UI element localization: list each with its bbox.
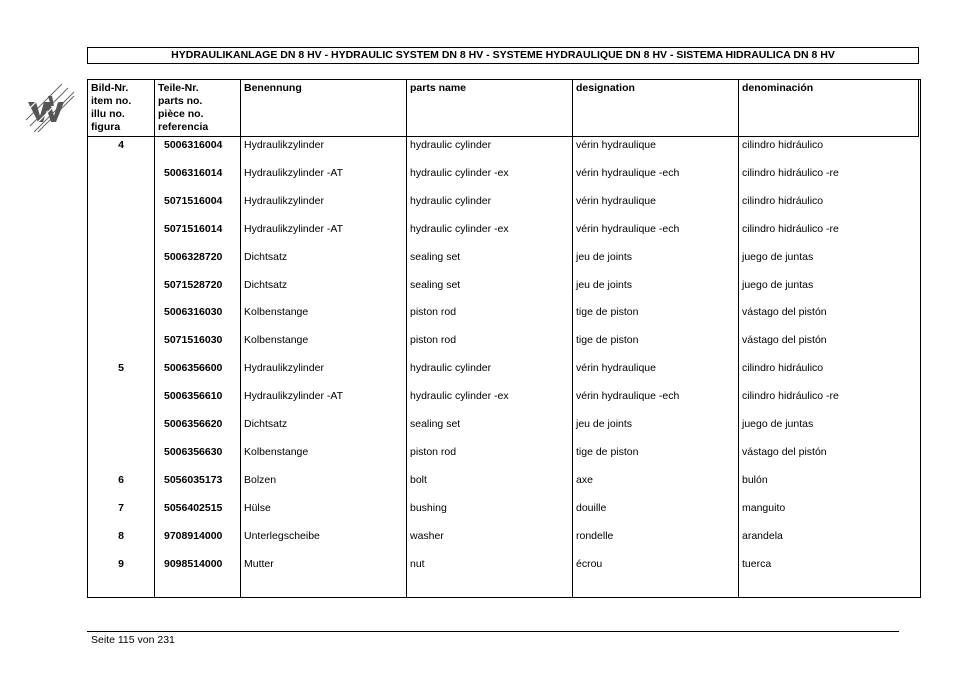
spanish-name-cell: vástago del pistón [742,334,827,347]
table-row [88,361,919,375]
spanish-name-cell: cilindro hidráulico -re [742,166,839,179]
german-name-cell: Hydraulikzylinder [244,362,324,375]
table-row [88,557,919,571]
page-title: HYDRAULIKANLAGE DN 8 HV - HYDRAULIC SYSTEM DN 8 HV - SYSTEME HYDRAULIQUE DN 8 HV - SISTEMA HIDRAULICA DN 8 HV [87,47,919,64]
german-name-cell: Hydraulikzylinder -AT [244,390,343,403]
table-row [88,473,919,487]
table-row [88,305,919,319]
table-row [88,278,919,292]
german-name-cell: Unterlegscheibe [244,529,320,542]
german-name-cell: Dichtsatz [244,418,288,430]
table-row [88,389,919,403]
french-name-cell: rondelle [576,529,614,542]
english-name-cell: hydraulic cylinder [410,139,492,151]
english-name-cell: hydraulic cylinder [410,194,492,207]
part-number-cell: 9708914000 [164,529,223,542]
english-name-cell: bushing [410,501,447,514]
item-number-cell: 8 [118,529,124,542]
spanish-name-cell: vástago del pistón [742,306,827,319]
french-name-cell: vérin hydraulique -ech [576,166,680,179]
german-name-cell: Dichtsatz [244,250,288,263]
french-name-cell: tige de piston [576,334,639,347]
part-number-cell: 5056402515 [164,501,223,514]
english-name-cell: hydraulic cylinder [410,362,492,375]
french-name-cell: vérin hydraulique -ech [576,222,680,235]
part-number-cell: 5006316030 [164,306,223,319]
item-number-cell [88,222,154,236]
english-name-cell: piston rod [410,445,457,458]
item-number-cell [88,417,154,431]
part-number-cell: 5071516014 [164,222,223,235]
column-header-part-no: Teile-Nr. parts no. pièce no. referencia [158,82,209,133]
german-name-cell: Kolbenstange [244,306,309,319]
english-name-cell: piston rod [410,334,457,347]
english-name-cell: sealing set [410,418,461,430]
item-number-cell: 5 [118,362,124,375]
part-number-cell: 5006356600 [164,362,223,375]
german-name-cell: Dichtsatz [244,278,288,291]
french-name-cell: vérin hydraulique [576,362,656,375]
item-number-cell [88,389,154,403]
table-row [88,445,919,459]
part-number-cell: 5006356610 [164,390,223,403]
french-name-cell: jeu de joints [576,278,633,291]
spanish-name-cell: cilindro hidráulico [742,139,824,151]
item-number-cell [88,194,154,208]
german-name-cell: Kolbenstange [244,445,309,458]
part-number-cell: 5056035173 [164,473,223,486]
table-row [88,194,919,208]
spanish-name-cell: juego de juntas [742,278,814,291]
spanish-name-cell: tuerca [742,557,772,570]
spanish-name-cell: vástago del pistón [742,445,827,458]
table-row [88,222,919,236]
item-number-cell [88,333,154,347]
item-number-cell: 9 [118,557,124,570]
french-name-cell: vérin hydraulique -ech [576,390,680,403]
german-name-cell: Hydraulikzylinder -AT [244,166,343,179]
footer-divider [87,631,899,632]
german-name-cell: Hydraulikzylinder [244,194,324,207]
part-number-cell: 5071516004 [164,194,223,207]
table-row [88,138,919,152]
column-header-english: parts name [410,82,467,94]
german-name-cell: Kolbenstange [244,334,309,347]
table-row [88,250,919,264]
english-name-cell: nut [410,557,425,570]
english-name-cell: washer [410,529,444,542]
table-row [88,333,919,347]
spanish-name-cell: juego de juntas [742,418,814,430]
page-number: Seite 115 von 231 [91,634,175,646]
column-header-french: designation [576,82,635,94]
german-name-cell: Hülse [244,501,271,514]
header-divider [88,136,919,137]
spanish-name-cell: juego de juntas [742,250,814,263]
item-number-cell [88,166,154,180]
french-name-cell: tige de piston [576,306,639,319]
column-header-item-no: Bild-Nr. item no. illu no. figura [91,82,132,133]
french-name-cell: douille [576,501,607,514]
french-name-cell: écrou [576,557,603,570]
german-name-cell: Bolzen [244,473,277,486]
french-name-cell: jeu de joints [576,250,633,263]
spanish-name-cell: bulón [742,473,768,486]
part-number-cell: 5006356620 [164,418,223,430]
part-number-cell: 5006316014 [164,166,223,179]
german-name-cell: Hydraulikzylinder -AT [244,222,343,235]
item-number-cell: 4 [118,139,124,151]
item-number-cell [88,278,154,292]
header-right-border [918,80,919,137]
french-name-cell: axe [576,473,593,486]
item-number-cell [88,250,154,264]
english-name-cell: bolt [410,473,427,486]
part-number-cell: 5006356630 [164,445,223,458]
part-number-cell: 5006316004 [164,139,223,151]
spanish-name-cell: manguito [742,501,786,514]
item-number-cell: 6 [118,473,124,486]
part-number-cell: 5006328720 [164,250,223,263]
table-header [88,80,919,136]
table-row [88,529,919,543]
english-name-cell: hydraulic cylinder -ex [410,166,509,179]
english-name-cell: hydraulic cylinder -ex [410,390,509,403]
part-number-cell: 5071516030 [164,334,223,347]
table-row [88,166,919,180]
item-number-cell: 7 [118,501,124,514]
spanish-name-cell: cilindro hidráulico -re [742,390,839,403]
english-name-cell: sealing set [410,278,461,291]
english-name-cell: piston rod [410,306,457,319]
german-name-cell: Mutter [244,557,274,570]
spanish-name-cell: cilindro hidráulico [742,194,824,207]
part-number-cell: 9098514000 [164,557,223,570]
column-header-spanish: denominación [742,82,814,94]
french-name-cell: tige de piston [576,445,639,458]
french-name-cell: vérin hydraulique [576,139,656,151]
german-name-cell: Hydraulikzylinder [244,139,324,151]
table-row [88,417,919,431]
column-header-german: Benennung [244,82,302,94]
wm-logo-icon [24,82,76,134]
spanish-name-cell: cilindro hidráulico -re [742,222,839,235]
part-number-cell: 5071528720 [164,278,223,291]
french-name-cell: vérin hydraulique [576,194,656,207]
english-name-cell: hydraulic cylinder -ex [410,222,509,235]
table-row [88,501,919,515]
spanish-name-cell: cilindro hidráulico [742,362,824,375]
item-number-cell [88,445,154,459]
french-name-cell: jeu de joints [576,418,633,430]
spanish-name-cell: arandela [742,529,783,542]
english-name-cell: sealing set [410,250,461,263]
item-number-cell [88,305,154,319]
